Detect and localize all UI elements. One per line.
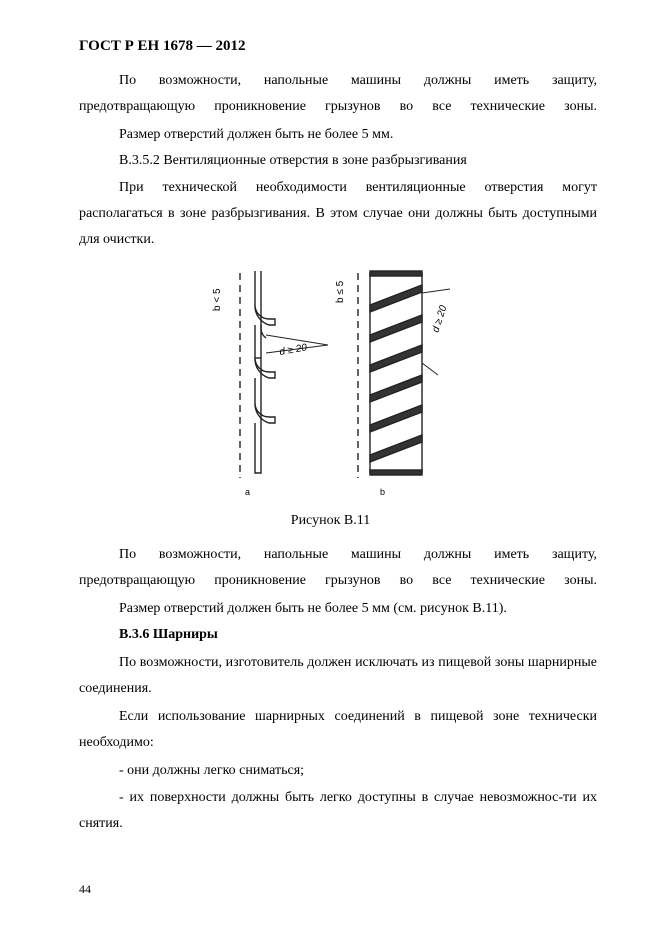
figure-caption: Рисунок В.11 — [290, 513, 371, 528]
paragraph-opening-size: Размер отверстий должен быть не более 5 мм. — [119, 127, 394, 142]
figure-b-label: b — [380, 487, 386, 497]
figure-b-drawing — [358, 271, 450, 478]
svg-text:d ≥ 20: d ≥ 20 — [430, 304, 450, 334]
figure-a-dim-b — [212, 288, 223, 311]
list-item-removable: - они должны легко сниматься; — [119, 763, 305, 778]
figure-a-drawing — [240, 271, 328, 478]
paragraph-rodent-protection-repeat: По возможности, напольные машины должны иметь защиту, предотвращающую проникновение грызунов во все технические зоны. — [79, 547, 597, 588]
figure-b-dim-d — [430, 304, 449, 334]
paragraph-ventilation-openings: При технической необходимости вентиляционные отверстия могут располагаться в зоне разбрызгивания. В этом случае они должны быть доступными для очистки. — [79, 180, 597, 247]
page-number: 44 — [79, 882, 91, 896]
subsection-heading-ventilation: В.3.5.2 Вентиляционные отверстия в зоне разбрызгивания — [119, 153, 467, 168]
section-heading-hinges: В.3.6 Шарниры — [119, 627, 218, 642]
svg-text:b ≤ 5: b ≤ 5 — [335, 280, 346, 303]
svg-text:b < 5: b < 5 — [212, 288, 223, 311]
figure-b11 — [200, 263, 460, 513]
svg-text:d ≥ 20: d ≥ 20 — [278, 342, 308, 358]
figure-a-dim-d — [279, 342, 309, 358]
paragraph-opening-size-ref: Размер отверстий должен быть не более 5 мм (см. рисунок В.11). — [119, 601, 507, 616]
figure-a-label: a — [245, 487, 251, 497]
figure-b-dim-b — [335, 280, 346, 303]
paragraph-hinge-exclusion: По возможности, изготовитель должен исключать из пищевой зоны шарнирные соединения. — [79, 655, 597, 696]
paragraph-hinge-necessity: Если использование шарнирных соединений в пищевой зоне технически необходимо: — [79, 709, 597, 750]
document-header: ГОСТ Р ЕН 1678 — 2012 — [79, 38, 246, 54]
paragraph-rodent-protection: По возможности, напольные машины должны иметь защиту, предотвращающую проникновение грызунов во все технические зоны. — [79, 73, 597, 114]
list-item-accessible: - их поверхности должны быть легко доступны в случае невозможнос-ти их снятия. — [79, 790, 597, 831]
